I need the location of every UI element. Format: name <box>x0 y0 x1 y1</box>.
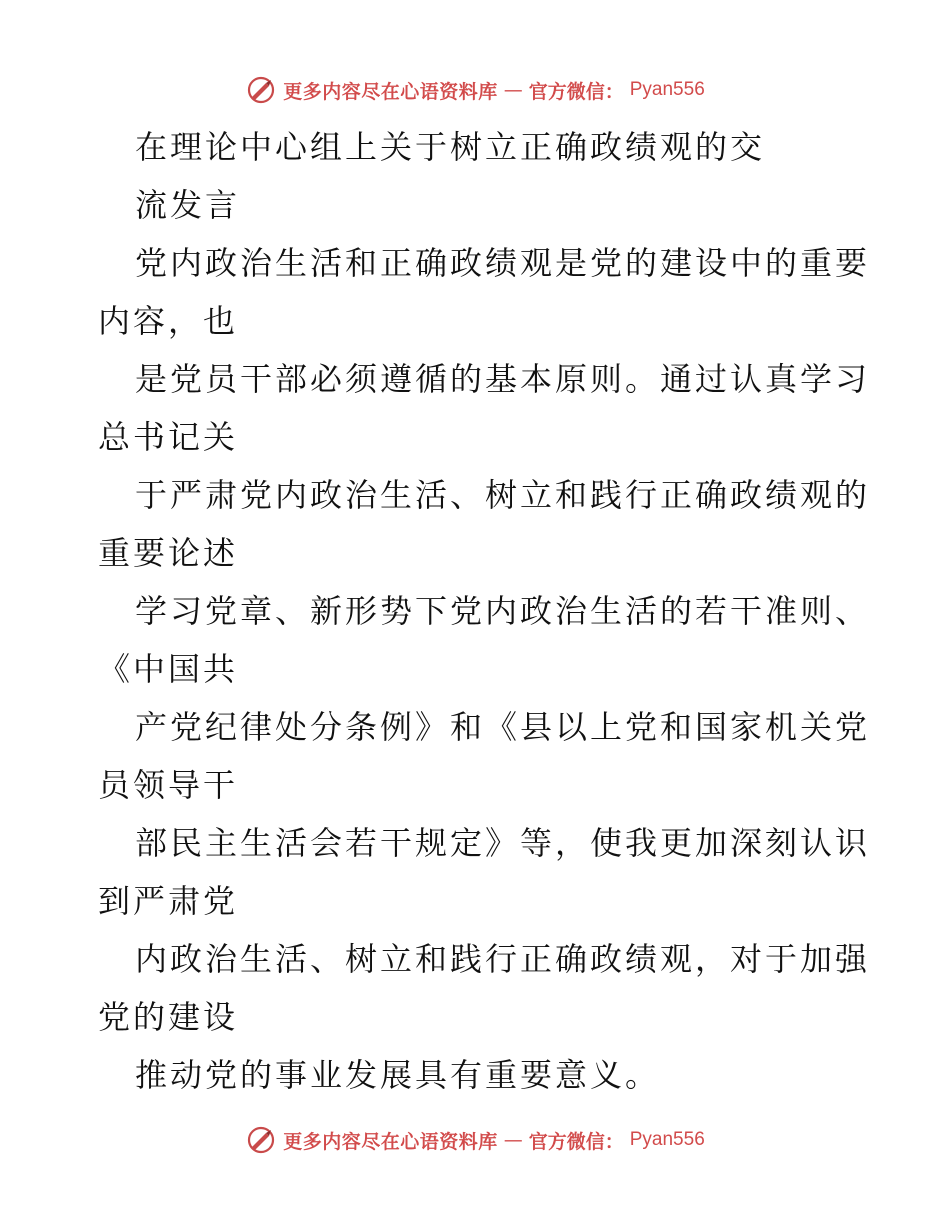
doc-line: 党的建设 <box>98 998 239 1036</box>
doc-line: 总书记关 <box>98 418 239 456</box>
doc-line: 产党纪律处分条例》和《县以上党和国家机关党 <box>135 708 871 746</box>
contact-label: 官方微信： <box>528 80 624 103</box>
doc-line: 于严肃党内政治生活、树立和践行正确政绩观的 <box>135 476 871 514</box>
doc-title-line-1: 在理论中心组上关于树立正确政绩观的交 <box>135 128 766 166</box>
pen-nib-icon <box>245 74 277 106</box>
doc-line: 学习党章、新形势下党内政治生活的若干准则、 <box>135 592 871 630</box>
doc-line: 员领导干 <box>98 766 239 804</box>
doc-line: 《中国共 <box>98 650 239 688</box>
doc-line: 是党员干部必须遵循的基本原则。通过认真学习 <box>135 360 871 398</box>
banner-dash: — <box>503 79 523 101</box>
doc-line: 部民主生活会若干规定》等，使我更加深刻认识 <box>135 824 871 862</box>
wechat-id: Pyan556 <box>629 1129 705 1150</box>
doc-line: 党内政治生活和正确政绩观是党的建设中的重要 <box>135 244 871 282</box>
wechat-id: Pyan556 <box>629 79 705 100</box>
site-name-text: 更多内容尽在心语资料库 <box>283 80 498 103</box>
doc-line: 内政治生活、树立和践行正确政绩观，对于加强 <box>135 940 871 978</box>
site-name-text: 更多内容尽在心语资料库 <box>283 1130 498 1153</box>
doc-line: 内容，也 <box>98 302 239 340</box>
footer-watermark-banner <box>0 1120 950 1160</box>
contact-label: 官方微信： <box>528 1130 624 1153</box>
banner-dash: — <box>503 1129 523 1151</box>
doc-line: 重要论述 <box>98 534 239 572</box>
header-watermark-banner <box>0 70 950 110</box>
doc-title-line-2: 流发言 <box>135 186 241 224</box>
doc-line: 到严肃党 <box>98 882 239 920</box>
doc-line: 推动党的事业发展具有重要意义。 <box>135 1056 661 1094</box>
pen-nib-icon <box>245 1124 277 1156</box>
